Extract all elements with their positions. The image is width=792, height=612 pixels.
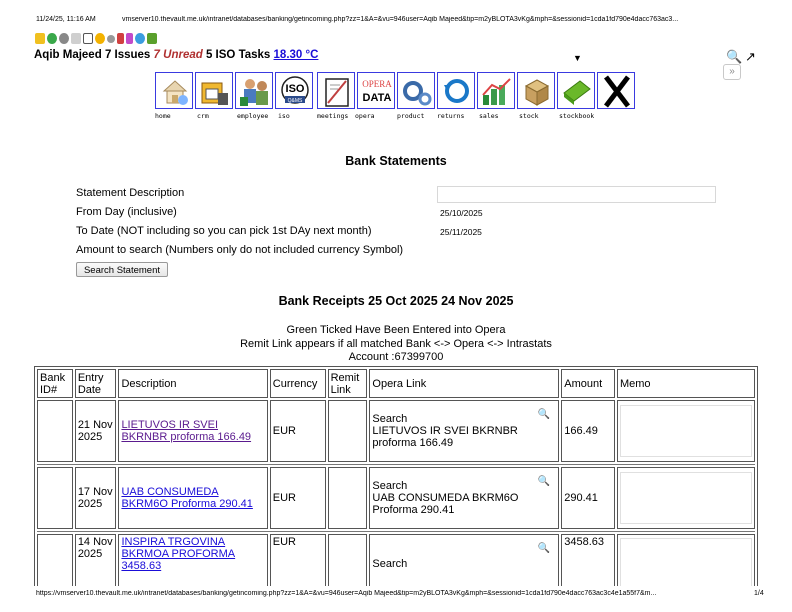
opera-icon-top: OPERA (362, 79, 392, 89)
row-separator (37, 531, 755, 532)
emoji-icon[interactable] (95, 33, 105, 44)
nav-label-crm[interactable]: crm (197, 112, 209, 120)
print-header (0, 0, 792, 36)
close-x-icon (598, 73, 635, 109)
nav-stock[interactable] (517, 72, 555, 109)
nav-label-stock[interactable]: stock (519, 112, 539, 120)
meetings-icon (318, 73, 355, 109)
opera-link-cell (369, 534, 559, 594)
temperature-link[interactable]: 18.30 °C (273, 49, 319, 61)
currency-cell: EUR (270, 534, 326, 594)
iso-icon (276, 73, 313, 109)
entry-date-cell: 14 Nov 2025 (75, 534, 117, 594)
print-date: 11/24/25, 11:16 AM (36, 16, 96, 23)
user-status-line (34, 49, 318, 61)
opera-match-text: UAB CONSUMEDA BKRM6O Proforma 290.41 (372, 492, 519, 516)
search-statement-button[interactable]: Search Statement (76, 262, 168, 277)
memo-cell (617, 400, 755, 462)
side-panel-button[interactable]: » (723, 64, 741, 80)
col-opera-link: Opera Link (369, 369, 559, 398)
memo-cell (617, 467, 755, 529)
print-footer (0, 586, 792, 604)
home-icon (156, 73, 193, 109)
bag-icon[interactable] (147, 33, 157, 44)
bank-receipts-title: Bank Receipts 25 Oct 2025 24 Nov 2025 (278, 294, 514, 308)
memo-input[interactable] (620, 538, 752, 590)
nav-label-opera[interactable]: opera (355, 112, 375, 120)
nav-label-sales[interactable]: sales (479, 112, 499, 120)
iso-icon-text: ISO (285, 83, 305, 95)
green-ticked-note: Green Ticked Have Been Entered into Opera (286, 324, 506, 336)
nav-iso[interactable] (275, 72, 313, 109)
statement-description-label: Statement Description (76, 187, 185, 199)
circle-icon[interactable] (107, 35, 115, 43)
nav-product[interactable] (397, 72, 435, 109)
opera-link-cell (369, 400, 559, 462)
bank-statements-title: Bank Statements (345, 154, 447, 168)
search-icon[interactable]: 🔍 (537, 409, 551, 420)
iso-icon-subtext: Q&MS (287, 98, 303, 104)
nav-label-meetings[interactable]: meetings (317, 112, 349, 120)
opera-data-icon (358, 73, 395, 109)
table-row (37, 467, 755, 529)
remit-link-cell (328, 400, 368, 462)
from-day-field[interactable]: 25/10/2025 (440, 208, 483, 218)
separator-cell (37, 464, 755, 465)
opera-match-text: LIETUVOS IR SVEI BKRNBR proforma 166.49 (372, 425, 518, 449)
account-number: Account :67399700 (348, 351, 444, 363)
nav-label-stockbook[interactable]: stockbook (559, 112, 595, 120)
external-link-icon[interactable]: ↗ (745, 49, 756, 64)
currency-cell: EUR (270, 400, 326, 462)
nav-returns[interactable] (437, 72, 475, 109)
gear-icon[interactable] (59, 33, 69, 44)
returns-icon (438, 73, 475, 109)
currency-cell: EUR (270, 467, 326, 529)
nav-meetings[interactable] (317, 72, 355, 109)
remit-link-cell (328, 534, 368, 594)
entry-date-cell: 17 Nov 2025 (75, 467, 117, 529)
nav-employee[interactable] (235, 72, 273, 109)
star-icon[interactable] (35, 33, 45, 44)
user-name: Aqib Majeed (34, 49, 102, 61)
remit-link-cell (328, 467, 368, 529)
table-header-row (37, 369, 755, 398)
bank-id-cell (37, 400, 73, 462)
crm-icon (196, 73, 233, 109)
amount-search-label: Amount to search (Numbers only do not included currency Symbol) (76, 244, 404, 256)
opera-icon-bottom: DATA (362, 92, 392, 104)
nav-label-product[interactable]: product (397, 112, 425, 120)
memo-input[interactable] (620, 405, 752, 457)
row-separator (37, 464, 755, 465)
col-currency: Currency (270, 369, 326, 398)
from-day-label: From Day (inclusive) (76, 206, 177, 218)
description-cell (118, 467, 267, 529)
unread-count[interactable]: 7 Unread (153, 49, 203, 61)
employee-icon (236, 73, 273, 109)
search-icon[interactable]: 🔍 (537, 543, 551, 554)
description-cell (118, 534, 267, 594)
iso-tasks-count[interactable]: 5 ISO Tasks (205, 49, 271, 61)
receipts-table (34, 366, 758, 597)
sales-icon (478, 73, 515, 109)
print-url: vmserver10.thevault.me.uk/intranet/databases/banking/getincoming.php?zz=1&A=&vu=946user=Aqib Majeed&tip=m2yBLOTA3vKg&mph=&sessionid=1cda1fd790e4dacc763ac3... (122, 16, 679, 23)
statement-description-input[interactable] (437, 186, 716, 203)
opera-search-link[interactable]: Search (372, 558, 408, 570)
description-link[interactable]: INSPIRA TRGOVINA BKRMOA PROFORMA 3458.63 (121, 536, 236, 572)
nav-label-returns[interactable]: returns (437, 112, 465, 120)
nav-label-home[interactable]: home (155, 112, 171, 120)
description-cell (118, 400, 267, 462)
issues-count[interactable]: 7 Issues (104, 49, 151, 61)
zoom-icon[interactable]: 🔍 (726, 49, 743, 64)
table-row (37, 534, 755, 594)
extension-icon-row (35, 33, 157, 47)
memo-cell (617, 534, 755, 594)
opera-link-cell (369, 467, 559, 529)
copy-icon[interactable] (83, 33, 93, 44)
chevron-down-icon[interactable]: ▼ (573, 53, 582, 63)
nav-label-employee[interactable]: employee (237, 112, 269, 120)
nav-opera[interactable] (357, 72, 395, 109)
col-amount: Amount (561, 369, 615, 398)
bank-id-cell (37, 467, 73, 529)
amount-search-input[interactable] (440, 246, 640, 257)
amount-cell: 3458.63 (561, 534, 615, 594)
to-date-field[interactable]: 25/11/2025 (440, 227, 482, 237)
print-footer-url: https://vmserver10.thevault.me.uk/intranet/databases/banking/getincoming.php?zz=1&A=&vu=946user=Aqib Majeed&tip=m2yBLOTA3vKg&mph=&sessionid=1cda1fd790e4dacc763ac3c4e1a55f7&m... (36, 590, 657, 597)
grid-icon[interactable] (71, 33, 81, 44)
separator-cell (37, 531, 755, 532)
product-icon (398, 73, 435, 109)
memo-input[interactable] (620, 472, 752, 524)
nav-home[interactable] (155, 72, 193, 109)
amount-cell: 166.49 (561, 400, 615, 462)
nav-sales[interactable] (477, 72, 515, 109)
bank-id-cell (37, 534, 73, 594)
nav-close[interactable] (597, 72, 635, 109)
nav-bar (155, 72, 640, 122)
entry-date-cell: 21 Nov 2025 (75, 400, 117, 462)
opera-search-link[interactable]: Search (372, 413, 408, 425)
nav-crm[interactable] (195, 72, 233, 109)
page-number: 1/4 (754, 590, 764, 597)
p-icon[interactable] (117, 33, 124, 44)
col-description: Description (118, 369, 267, 398)
col-memo: Memo (617, 369, 755, 398)
table-row (37, 400, 755, 462)
search-icon[interactable]: 🔍 (537, 476, 551, 487)
col-entry-date: Entry Date (75, 369, 117, 398)
globe-icon[interactable] (47, 33, 57, 44)
col-remit-link: Remit Link (328, 369, 368, 398)
to-date-label: To Date (NOT including so you can pick 1st DAy next month) (76, 225, 372, 237)
col-bank-id: Bank ID# (37, 369, 73, 398)
nav-label-iso[interactable]: iso (278, 112, 290, 120)
cloud-icon[interactable] (135, 33, 145, 44)
opera-search-link[interactable]: Search (372, 480, 408, 492)
stock-icon (518, 73, 555, 109)
amount-cell: 290.41 (561, 467, 615, 529)
description-link[interactable]: LIETUVOS IR SVEI BKRNBR proforma 166.49 (121, 419, 252, 443)
stockbook-icon (558, 73, 595, 109)
nav-stockbook[interactable] (557, 72, 595, 109)
v-icon[interactable] (126, 33, 133, 44)
description-link[interactable]: UAB CONSUMEDA BKRM6O Proforma 290.41 (121, 486, 253, 510)
remit-link-note: Remit Link appears if all matched Bank <-> Opera <-> Intrastats (240, 338, 552, 350)
